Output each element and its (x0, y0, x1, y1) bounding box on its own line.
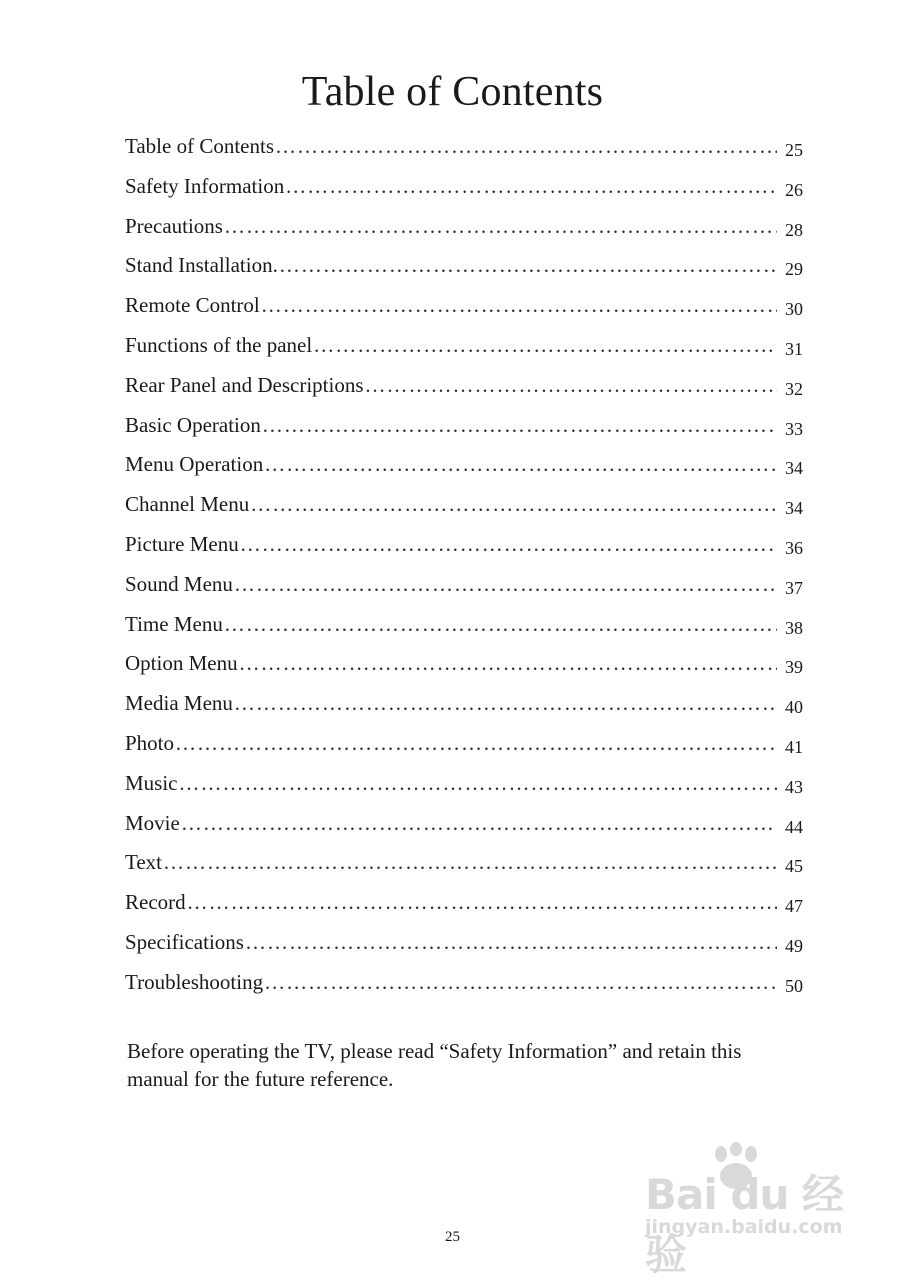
toc-entry (125, 249, 803, 289)
toc-entry (125, 130, 803, 170)
toc-leader-dots (275, 130, 777, 162)
toc-entry-page: 34 (785, 498, 803, 519)
toc-leader-dots (261, 289, 777, 321)
toc-entry-label: Option Menu (125, 651, 238, 676)
toc-entry-page: 26 (785, 179, 803, 200)
toc-leader-dots (262, 409, 777, 441)
toc-entry-label: Stand Installation. (125, 253, 278, 278)
toc-entry-page: 39 (785, 657, 803, 678)
toc-entry-label: Menu Operation (125, 452, 264, 477)
toc-entry (125, 329, 803, 369)
toc-entry-label: Channel Menu (125, 492, 250, 517)
toc-entry-label: Remote Control (125, 293, 260, 318)
toc-entry-label: Specifications (125, 929, 244, 954)
toc-entry-page: 25 (785, 140, 803, 160)
toc-entry (125, 727, 803, 767)
toc-entry-page: 41 (785, 736, 803, 757)
toc-entry-page: 31 (785, 338, 803, 359)
toc-entry (125, 448, 803, 488)
toc-entry (125, 170, 803, 210)
toc-entry (125, 687, 803, 727)
toc-entry (125, 608, 803, 648)
toc-entry-page: 49 (785, 935, 803, 956)
toc-leader-dots (175, 727, 777, 759)
toc-entry-page: 28 (785, 219, 803, 240)
toc-leader-dots (224, 210, 777, 242)
toc-entry-label: Photo (125, 730, 175, 755)
toc-entry-page: 34 (785, 458, 803, 479)
toc-entry (125, 488, 803, 528)
toc-leader-dots (181, 807, 777, 839)
toc-entry-label: Sound Menu (125, 571, 233, 596)
toc-leader-dots (285, 170, 777, 202)
toc-entry (125, 369, 803, 409)
toc-entry-page: 37 (785, 577, 803, 598)
toc-entry-label: Functions of the panel (125, 332, 313, 357)
toc-leader-dots (187, 886, 777, 918)
toc-leader-dots (264, 448, 777, 480)
toc-entry (125, 568, 803, 608)
toc-entry-label: Media Menu (125, 691, 233, 716)
toc-leader-dots (365, 369, 777, 401)
toc-entry-label: Movie (125, 810, 180, 835)
toc-entry (125, 846, 803, 886)
toc-leader-dots (240, 528, 777, 560)
toc-entry-page: 36 (785, 537, 803, 558)
toc-leader-dots (179, 767, 778, 799)
toc-entry (125, 926, 803, 966)
toc-entry-label: Basic Operation (125, 412, 261, 437)
toc-leader-dots (234, 687, 777, 719)
toc-leader-dots (279, 249, 777, 281)
toc-entry-page: 50 (785, 975, 803, 996)
toc-entry-label: Picture Menu (125, 531, 239, 556)
toc-entry-page: 33 (785, 418, 803, 439)
toc-leader-dots (234, 568, 777, 600)
toc-leader-dots (264, 966, 777, 998)
toc-entry-label: Safety Information (125, 173, 285, 198)
safety-note: Before operating the TV, please read “Safety Information” and retain this manual for the future reference. (127, 1039, 742, 1091)
toc-entry (125, 528, 803, 568)
page-number: 25 (445, 1229, 460, 1245)
toc-entry-page: 47 (785, 896, 803, 917)
watermark-url: jingyan.baidu.com (645, 1216, 843, 1238)
toc-entry (125, 289, 803, 329)
toc-leader-dots (224, 608, 777, 640)
toc-entry-label: Rear Panel and Descriptions (125, 372, 364, 397)
toc-entry (125, 886, 803, 926)
toc-entry-label: Record (125, 890, 186, 915)
toc-entry-page: 38 (785, 617, 803, 638)
toc-entry-label: Text (125, 850, 163, 875)
toc-entry (125, 409, 803, 449)
page-title: Table of Contents (301, 69, 604, 115)
toc-entry-page: 32 (785, 378, 803, 399)
toc-entry-page: 44 (785, 816, 803, 837)
watermark-logo: Bai du 经验 (645, 1170, 843, 1279)
toc-leader-dots (245, 926, 777, 958)
toc-entry-label: Time Menu (125, 611, 223, 636)
toc-leader-dots (239, 647, 777, 679)
toc-leader-dots (250, 488, 777, 520)
toc-entry (125, 210, 803, 250)
toc-entry-page: 40 (785, 697, 803, 718)
toc-entry (125, 647, 803, 687)
toc-entry-page: 29 (785, 259, 803, 280)
toc-entry (125, 807, 803, 847)
toc-entry-label: Table of Contents (125, 134, 274, 158)
toc-entry-label: Precautions (125, 213, 223, 238)
table-of-contents (125, 130, 803, 1006)
toc-leader-dots (163, 846, 777, 878)
toc-entry (125, 966, 803, 1006)
toc-entry (125, 767, 803, 807)
toc-entry-page: 45 (785, 856, 803, 877)
toc-entry-page: 43 (785, 776, 803, 797)
toc-entry-label: Music (125, 770, 178, 795)
toc-entry-label: Troubleshooting (125, 969, 264, 994)
toc-entry-page: 30 (785, 299, 803, 320)
toc-leader-dots (313, 329, 777, 361)
